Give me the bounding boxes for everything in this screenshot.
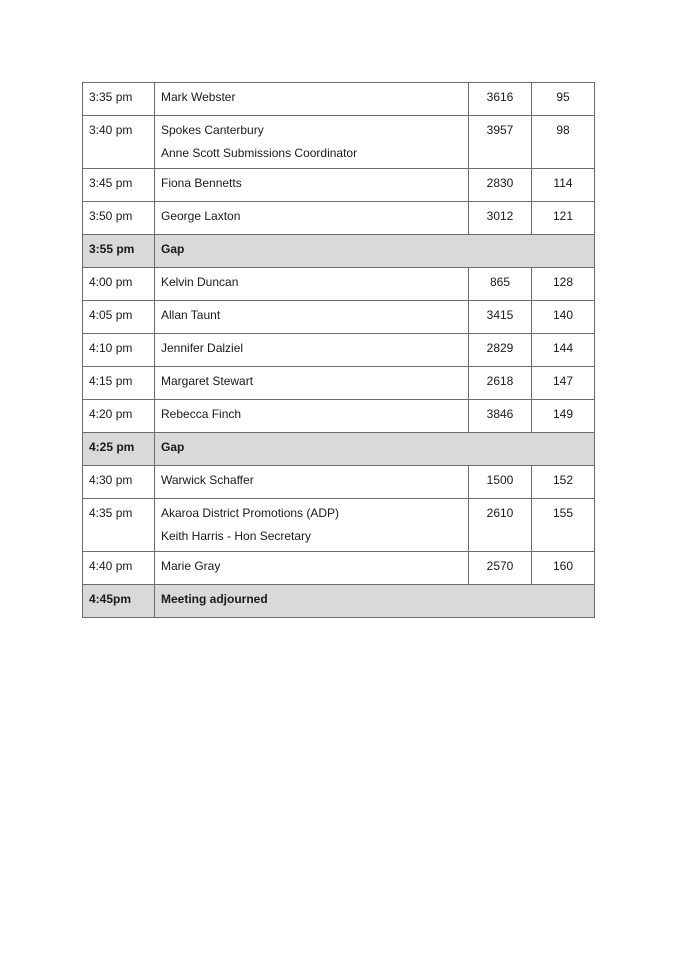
page-number-cell: 152 xyxy=(532,466,595,499)
schedule-gap-row xyxy=(83,585,595,618)
time-cell: 4:05 pm xyxy=(83,301,155,334)
page-number-cell: 160 xyxy=(532,552,595,585)
time-cell: 4:40 pm xyxy=(83,552,155,585)
submitter-line: Keith Harris - Hon Secretary xyxy=(161,529,312,543)
schedule-gap-row xyxy=(83,235,595,268)
schedule-row xyxy=(83,83,595,116)
submission-number-cell: 2610 xyxy=(469,499,532,552)
submission-number-cell: 3012 xyxy=(469,202,532,235)
page-number-cell: 140 xyxy=(532,301,595,334)
submission-number-cell: 2618 xyxy=(469,367,532,400)
page-number-cell: 95 xyxy=(532,83,595,116)
page-number-cell: 149 xyxy=(532,400,595,433)
time-cell: 4:20 pm xyxy=(83,400,155,433)
schedule-row xyxy=(83,268,595,301)
submission-number-cell: 2570 xyxy=(469,552,532,585)
schedule-row xyxy=(83,334,595,367)
submitter-cell xyxy=(155,552,469,585)
schedule-row xyxy=(83,466,595,499)
submitter-cell xyxy=(155,169,469,202)
page-number-cell: 98 xyxy=(532,116,595,169)
submitter-line: Allan Taunt xyxy=(161,308,221,322)
page-number-cell: 144 xyxy=(532,334,595,367)
submitter-cell xyxy=(155,268,469,301)
submission-number-cell: 2829 xyxy=(469,334,532,367)
page-number-cell: 147 xyxy=(532,367,595,400)
time-cell: 4:45pm xyxy=(83,585,155,618)
submitter-line: Fiona Bennetts xyxy=(161,176,242,190)
time-cell: 3:45 pm xyxy=(83,169,155,202)
time-cell: 4:00 pm xyxy=(83,268,155,301)
gap-label: Gap xyxy=(155,235,595,268)
submission-number-cell: 2830 xyxy=(469,169,532,202)
schedule-body xyxy=(83,83,595,618)
submission-number-cell: 3846 xyxy=(469,400,532,433)
submitter-cell xyxy=(155,301,469,334)
submitter-cell xyxy=(155,499,469,552)
submitter-line: Warwick Schaffer xyxy=(161,473,254,487)
submission-number-cell: 1500 xyxy=(469,466,532,499)
submitter-line: Jennifer Dalziel xyxy=(161,341,244,355)
submitter-line: Rebecca Finch xyxy=(161,407,242,421)
schedule-row xyxy=(83,552,595,585)
submitter-cell xyxy=(155,83,469,116)
schedule-row xyxy=(83,169,595,202)
submitter-line: George Laxton xyxy=(161,209,241,223)
schedule-row xyxy=(83,202,595,235)
submitter-cell xyxy=(155,400,469,433)
submitter-line: Mark Webster xyxy=(161,90,236,104)
time-cell: 3:55 pm xyxy=(83,235,155,268)
hearing-schedule-table xyxy=(82,82,595,618)
time-cell: 3:40 pm xyxy=(83,116,155,169)
gap-label: Gap xyxy=(155,433,595,466)
page-number-cell: 128 xyxy=(532,268,595,301)
schedule-row xyxy=(83,400,595,433)
submitter-cell xyxy=(155,367,469,400)
schedule-row xyxy=(83,301,595,334)
submitter-line: Marie Gray xyxy=(161,559,221,573)
schedule-row xyxy=(83,116,595,169)
time-cell: 4:30 pm xyxy=(83,466,155,499)
submitter-line: Akaroa District Promotions (ADP) xyxy=(161,506,340,520)
submitter-line: Spokes Canterbury xyxy=(161,123,264,137)
submitter-line: Kelvin Duncan xyxy=(161,275,239,289)
time-cell: 4:10 pm xyxy=(83,334,155,367)
page-number-cell: 121 xyxy=(532,202,595,235)
page-number-cell: 155 xyxy=(532,499,595,552)
gap-label: Meeting adjourned xyxy=(155,585,595,618)
time-cell: 4:35 pm xyxy=(83,499,155,552)
time-cell: 4:15 pm xyxy=(83,367,155,400)
submission-number-cell: 3957 xyxy=(469,116,532,169)
submitter-cell xyxy=(155,116,469,169)
schedule-row xyxy=(83,367,595,400)
submitter-line: Anne Scott Submissions Coordinator xyxy=(161,146,358,160)
submission-number-cell: 3616 xyxy=(469,83,532,116)
page-number-cell: 114 xyxy=(532,169,595,202)
submitter-cell xyxy=(155,202,469,235)
submission-number-cell: 3415 xyxy=(469,301,532,334)
schedule-gap-row xyxy=(83,433,595,466)
time-cell: 3:35 pm xyxy=(83,83,155,116)
submitter-cell xyxy=(155,334,469,367)
schedule-row xyxy=(83,499,595,552)
submitter-cell xyxy=(155,466,469,499)
submission-number-cell: 865 xyxy=(469,268,532,301)
submitter-line: Margaret Stewart xyxy=(161,374,254,388)
time-cell: 4:25 pm xyxy=(83,433,155,466)
time-cell: 3:50 pm xyxy=(83,202,155,235)
